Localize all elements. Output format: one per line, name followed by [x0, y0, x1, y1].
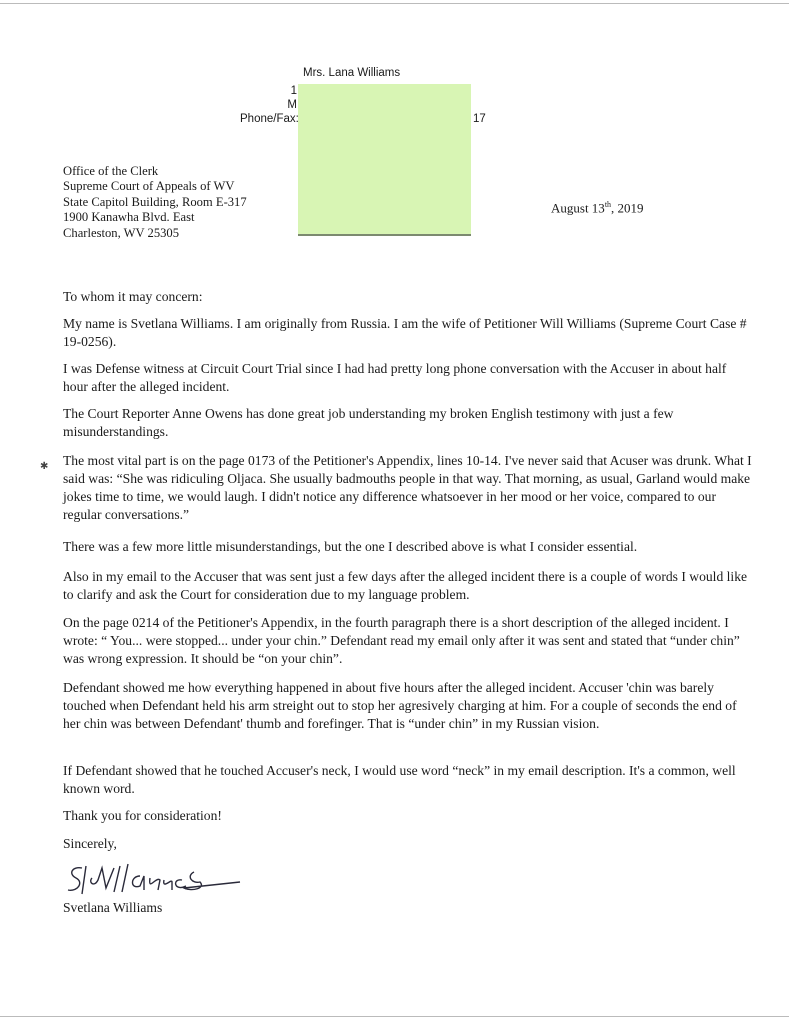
signer-name: Svetlana Williams: [63, 900, 163, 915]
address-line: 1900 Kanawha Blvd. East: [63, 210, 195, 225]
handwritten-signature: [64, 858, 254, 898]
address-line: Supreme Court of Appeals of WV: [63, 179, 235, 194]
paragraph: Also in my email to the Accuser that was sent just a few days after the alleged incident there is a couple of words I would like to clarify and ask the Court for consideration due to my language problem.: [63, 569, 748, 602]
address-line: Charleston, WV 25305: [63, 225, 180, 240]
salutation: To whom it may concern:: [63, 289, 203, 304]
letter-date: [551, 200, 644, 216]
sender-name: Mrs. Lana Williams: [303, 67, 401, 79]
phone-label: Phone/Fax:: [240, 113, 299, 125]
sender-city-fragment: M: [287, 99, 297, 111]
paragraph: There was a few more little misunderstandings, but the one I described above is what I consider essential.: [63, 539, 638, 554]
paragraph: Defendant showed me how everything happened in about five hours after the alleged incident. Accuser 'chin was barely touched when Defendant held his arm streight out to stop her agresively charging at him. For a couple of seconds the end of her chin was between Defendant' thumb and forefinger. That is “under chin” in my Russian vision.: [63, 680, 737, 731]
paragraph: On the page 0214 of the Petitioner's Appendix, in the fourth paragraph there is a short description of the alleged incident. I wrote: “ You... were stopped... under your chin.” Defendant read my email only after it was sent and stated that “under chin” was wrong expression. It should be “on your chin”.: [63, 615, 740, 666]
address-line: Office of the Clerk: [63, 164, 159, 178]
date-suffix: th: [604, 200, 612, 209]
paragraph: I was Defense witness at Circuit Court Trial since I had had pretty long phone conversation with the Accuser in about half hour after the alleged incident.: [63, 361, 727, 394]
address-line: State Capitol Building, Room E-317: [63, 194, 247, 209]
date-year: , 2019: [611, 200, 644, 216]
thanks-line: Thank you for consideration!: [63, 808, 222, 823]
date-month-day: August 13: [551, 200, 605, 216]
recipient-address: [63, 164, 247, 241]
scan-mark-icon: ✱: [40, 461, 49, 472]
scan-edge-bottom: [0, 1016, 789, 1017]
paragraph: The Court Reporter Anne Owens has done great job understanding my broken English testimony with just a few misunderstandings.: [63, 406, 674, 439]
paragraph: The most vital part is on the page 0173 of the Petitioner's Appendix, lines 10-14. I've never said that Acuser was drunk. What I said was: “She was ridiculing Oljaca. She usually badmouths people in that way. That morning, as usual, Garland would make jokes time to time, we would laugh. I didn't notice any difference whatsoever in her mood or her voice, compared to our regular conversations.”: [63, 453, 752, 522]
closing: Sincerely,: [63, 836, 117, 851]
phone-fragment: 17: [473, 113, 486, 125]
paragraph: If Defendant showed that he touched Accuser's neck, I would use word “neck” in my email description. It's a common, well known word.: [63, 763, 736, 796]
sender-address-fragment: 1: [290, 85, 297, 97]
paragraph: My name is Svetlana Williams. I am originally from Russia. I am the wife of Petitioner Will Williams (Supreme Court Case # 19-0256).: [63, 316, 747, 349]
redaction-box: [298, 84, 471, 236]
scan-edge-top: [0, 3, 789, 4]
